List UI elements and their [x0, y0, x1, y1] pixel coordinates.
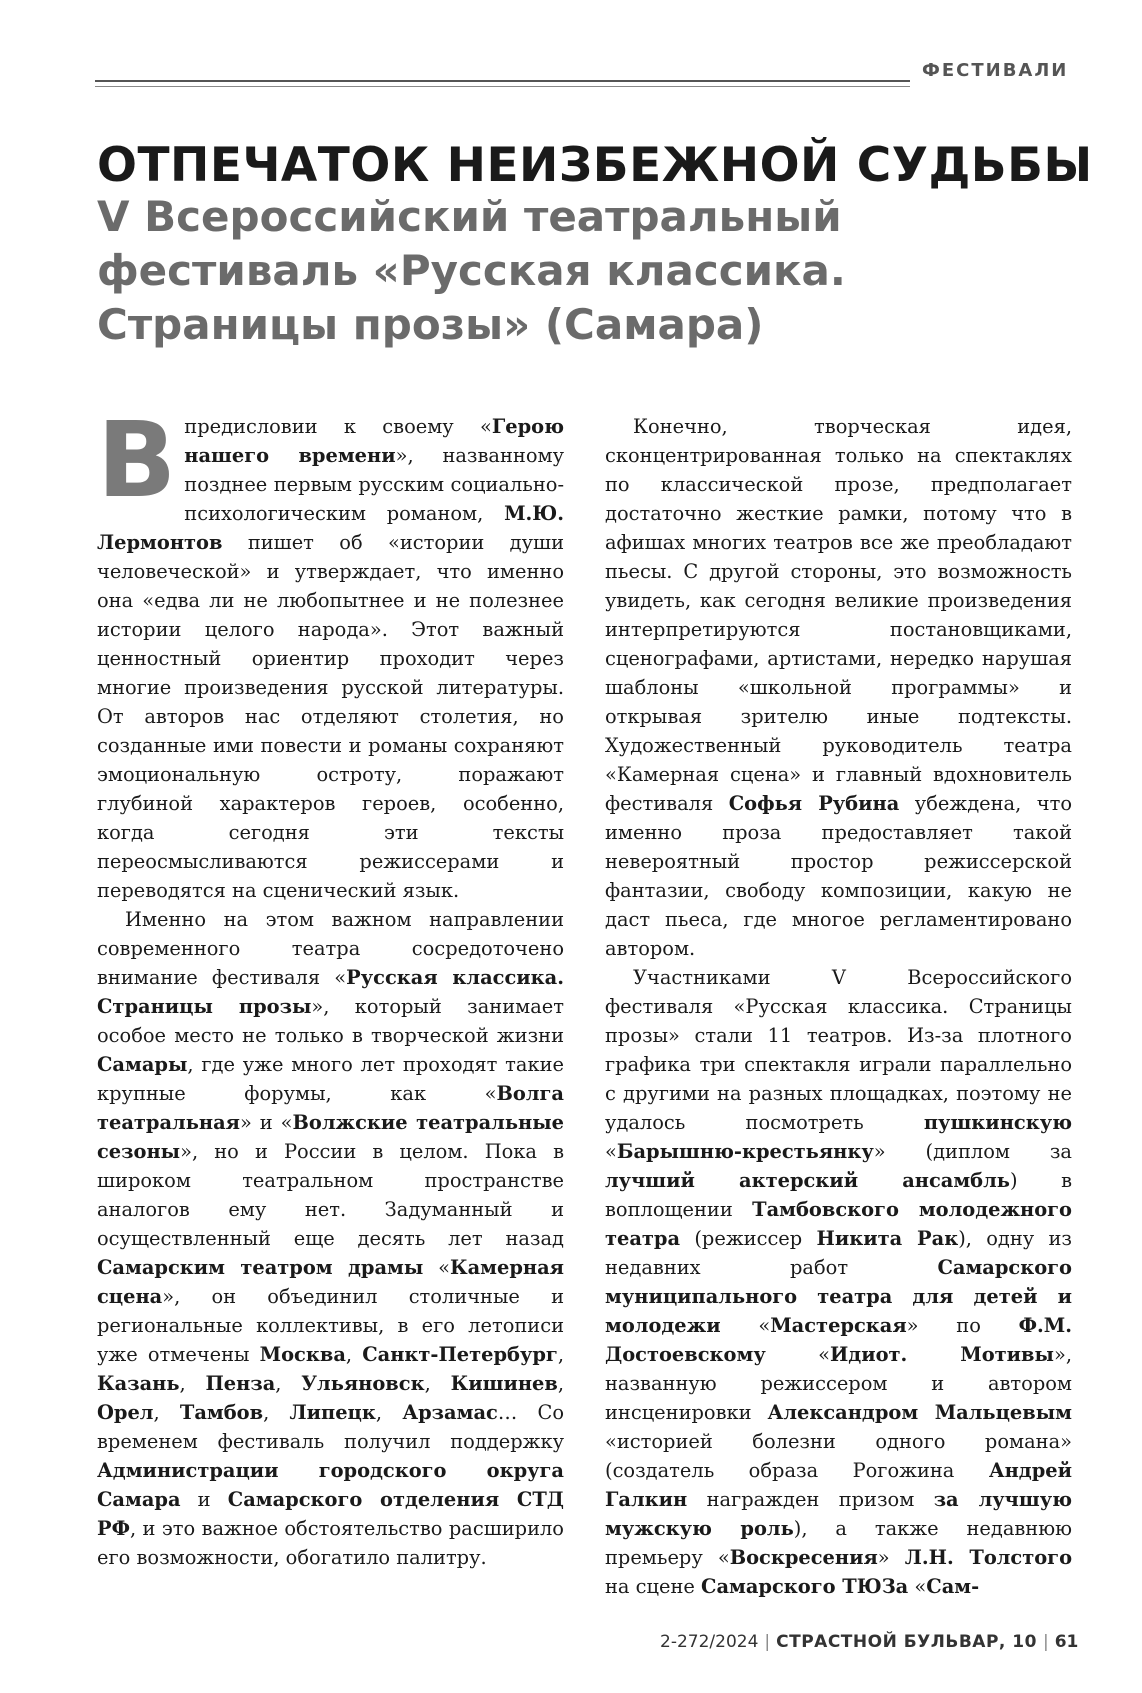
footer-divider: | — [764, 1632, 771, 1652]
article-column-right — [605, 412, 1072, 1601]
paragraph: Конечно, творческая идея, сконцентрированная только на спектаклях по классической прозе, предполагает достаточно жесткие рамки, потому что в афишах многих театров все же преобладают пьесы. С другой стороны, это возможность увидеть, как сегодня великие произведения интерпретируются постановщиками, сценографами, артистами, нередко нарушая шаблоны «школьной программы» и открывая зрителю иные подтексты. Художественный руководитель театра «Камерная сцена» и главный вдохновитель фестиваля Софья Рубина убеждена, что именно проза предоставляет такой невероятный простор режиссерской фантазии, свободу композиции, какую не даст пьеса, где многое регламентировано автором. — [605, 415, 1073, 960]
article-title: ОТПЕЧАТОК НЕИЗБЕЖНОЙ СУДЬБЫ — [97, 138, 1093, 193]
paragraph: Участниками V Всероссийского фестиваля «Русская классика. Страницы прозы» стали 11 театров. Из-за плотного графика три спектакля играли параллельно с другими на разных площадках, поэтому не удалось посмотреть пушкинскую «Барышню-крестьянку» (диплом за лучший актерский ансамбль) в воплощении Тамбовского молодежного театра (режиссер Никита Рак), одну из недавних работ Самарского муниципального театра для детей и молодежи «Мастерская» по Ф.М. Достоевскому «Идиот. Мотивы», названную режиссером и автором инсценировки Александром Мальцевым «историей болезни одного романа» (создатель образа Рогожина Андрей Галкин награжден призом за лучшую мужскую роль), а также недавнюю премьеру «Воскресения» Л.Н. Толстого на сцене Самарского ТЮЗа «Сам- — [605, 966, 1073, 1598]
header-rule-thin — [95, 86, 910, 87]
section-label: ФЕСТИВАЛИ — [922, 60, 1069, 81]
article-subtitle: V Всероссийский театральный фестиваль «Русская классика. Страницы прозы» (Самара) — [97, 192, 846, 349]
paragraph: Впредисловии к своему «Герою нашего времени», названному позднее первым русским социально-психологическим романом, М.Ю. Лермонтов пишет об «истории души человеческой» и утверждает, что именно она «едва ли не любопытнее и не полезнее истории целого народа». Этот важный ценностный ориентир проходит через многие произведения русской литературы. От авторов нас отделяют столетия, но созданные ими повести и романы сохраняют эмоциональную остроту, поражают глубиной характеров героев, особенно, когда сегодня эти тексты переосмысливаются режиссерами и переводятся на сценический язык. — [97, 399, 564, 902]
article-column-left — [97, 399, 565, 1572]
issue-number: 2-272/2024 — [660, 1632, 759, 1652]
footer-divider: | — [1042, 1632, 1049, 1652]
page-number: 61 — [1054, 1632, 1079, 1652]
drop-cap: В — [97, 399, 177, 521]
paragraph: Именно на этом важном направлении современного театра сосредоточено внимание фестиваля «Русская классика. Страницы прозы», который занимает особое место не только в творческой жизни Самары, где уже много лет проходят такие крупные форумы, как «Волга театральная» и «Волжские театральные сезоны», но и России в целом. Пока в широком театральном пространстве аналогов ему нет. Задуманный и осуществленный еще десять лет назад Самарским театром драмы «Камерная сцена», он объединил столичные и региональные коллективы, в его летописи уже отмечены Москва, Санкт-Петербург, Казань, Пенза, Ульяновск, Кишинев, Орел, Тамбов, Липецк, Арзамас… Со временем фестиваль получил поддержку Администрации городского округа Самара и Самарского отделения СТД РФ, и это важное обстоятельство расширило его возможности, обогатило палитру. — [97, 908, 565, 1569]
header-rule — [95, 80, 910, 82]
magazine-name: СТРАСТНОЙ БУЛЬВАР, 10 — [776, 1632, 1037, 1652]
page-footer — [660, 1632, 1078, 1652]
